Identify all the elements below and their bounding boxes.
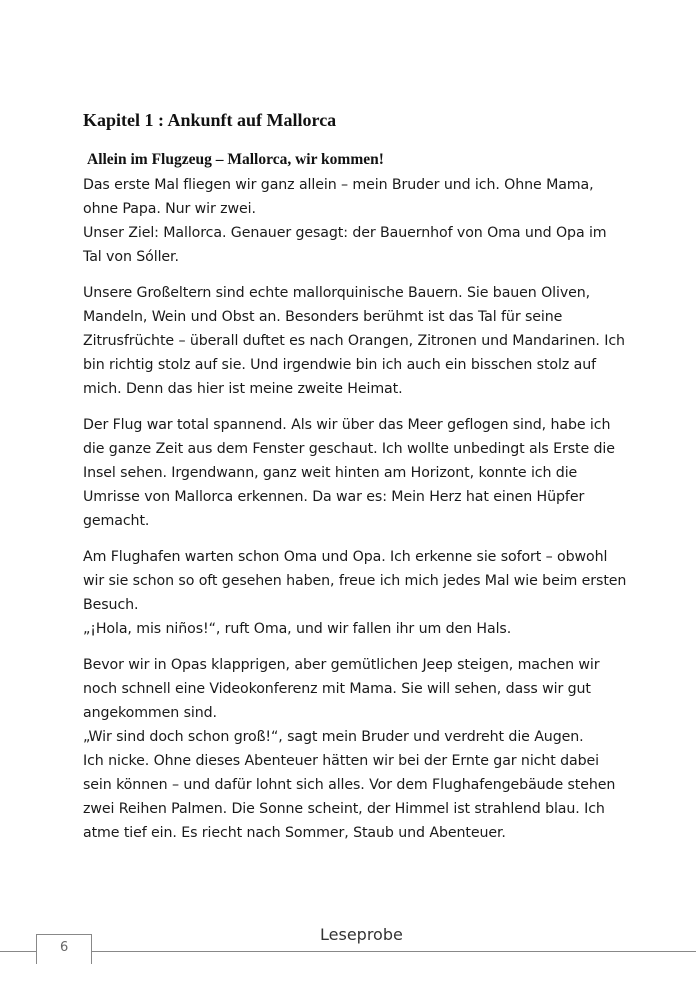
text-line: Ich nicke. Ohne dieses Abenteuer hätten wir bei der Ernte gar nicht dabei — [83, 753, 600, 769]
text-line: Das erste Mal fliegen wir ganz allein – mein Bruder und ich. Ohne Mama, — [83, 177, 594, 193]
text-line: mich. Denn das hier ist meine zweite Heimat. — [83, 381, 403, 397]
text-line: gemacht. — [83, 513, 150, 529]
text-line: Insel sehen. Irgendwann, ganz weit hinten am Horizont, konnte ich die — [83, 465, 578, 481]
text-line: wir sie schon so oft gesehen haben, freue ich mich jedes Mal wie beim ersten — [83, 573, 627, 589]
text-line: atme tief ein. Es riecht nach Sommer, Staub und Abenteuer. — [83, 825, 506, 841]
text-line: zwei Reihen Palmen. Die Sonne scheint, der Himmel ist strahlend blau. Ich — [83, 801, 605, 817]
paragraph — [83, 173, 623, 269]
text-line: „¡Hola, mis niños!“, ruft Oma, und wir fallen ihr um den Hals. — [83, 621, 512, 637]
text-line: bin richtig stolz auf sie. Und irgendwie bin ich auch ein bisschen stolz auf — [83, 357, 596, 373]
paragraph — [83, 545, 627, 641]
text-line: Unsere Großeltern sind echte mallorquinische Bauern. Sie bauen Oliven, — [83, 285, 591, 301]
text-line: ohne Papa. Nur wir zwei. — [83, 201, 256, 217]
footer-label: Leseprobe — [320, 925, 403, 944]
text-line: die ganze Zeit aus dem Fenster geschaut. Ich wollte unbedingt als Erste die — [83, 441, 615, 457]
text-line: Umrisse von Mallorca erkennen. Da war es: Mein Herz hat einen Hüpfer — [83, 489, 585, 505]
text-line: Tal von Sóller. — [83, 249, 179, 265]
text-line: Am Flughafen warten schon Oma und Opa. Ich erkenne sie sofort – obwohl — [83, 549, 608, 565]
text-line: Zitrusfrüchte – überall duftet es nach Orangen, Zitronen und Mandarinen. Ich — [83, 333, 625, 349]
page-number: 6 — [60, 940, 69, 955]
footer-rule — [0, 951, 696, 952]
paragraph — [83, 653, 623, 845]
text-line: sein können – und dafür lohnt sich alles. Vor dem Flughafengebäude stehen — [83, 777, 616, 793]
paragraph — [83, 281, 623, 401]
text-line: Mandeln, Wein und Obst an. Besonders berühmt ist das Tal für seine — [83, 309, 563, 325]
text-line: Unser Ziel: Mallorca. Genauer gesagt: der Bauernhof von Oma und Opa im — [83, 225, 607, 241]
text-line: Bevor wir in Opas klapprigen, aber gemütlichen Jeep steigen, machen wir — [83, 657, 600, 673]
text-line: „Wir sind doch schon groß!“, sagt mein Bruder und verdreht die Augen. — [83, 729, 584, 745]
text-line: Besuch. — [83, 597, 139, 613]
page-content — [83, 110, 627, 857]
text-line: Der Flug war total spannend. Als wir über das Meer geflogen sind, habe ich — [83, 417, 611, 433]
chapter-title: Kapitel 1 : Ankunft auf Mallorca — [83, 110, 337, 130]
text-line: angekommen sind. — [83, 705, 217, 721]
paragraph — [83, 413, 623, 533]
section-title: Allein im Flugzeug – Mallorca, wir kommen! — [87, 151, 384, 168]
text-line: noch schnell eine Videokonferenz mit Mama. Sie will sehen, dass wir gut — [83, 681, 591, 697]
